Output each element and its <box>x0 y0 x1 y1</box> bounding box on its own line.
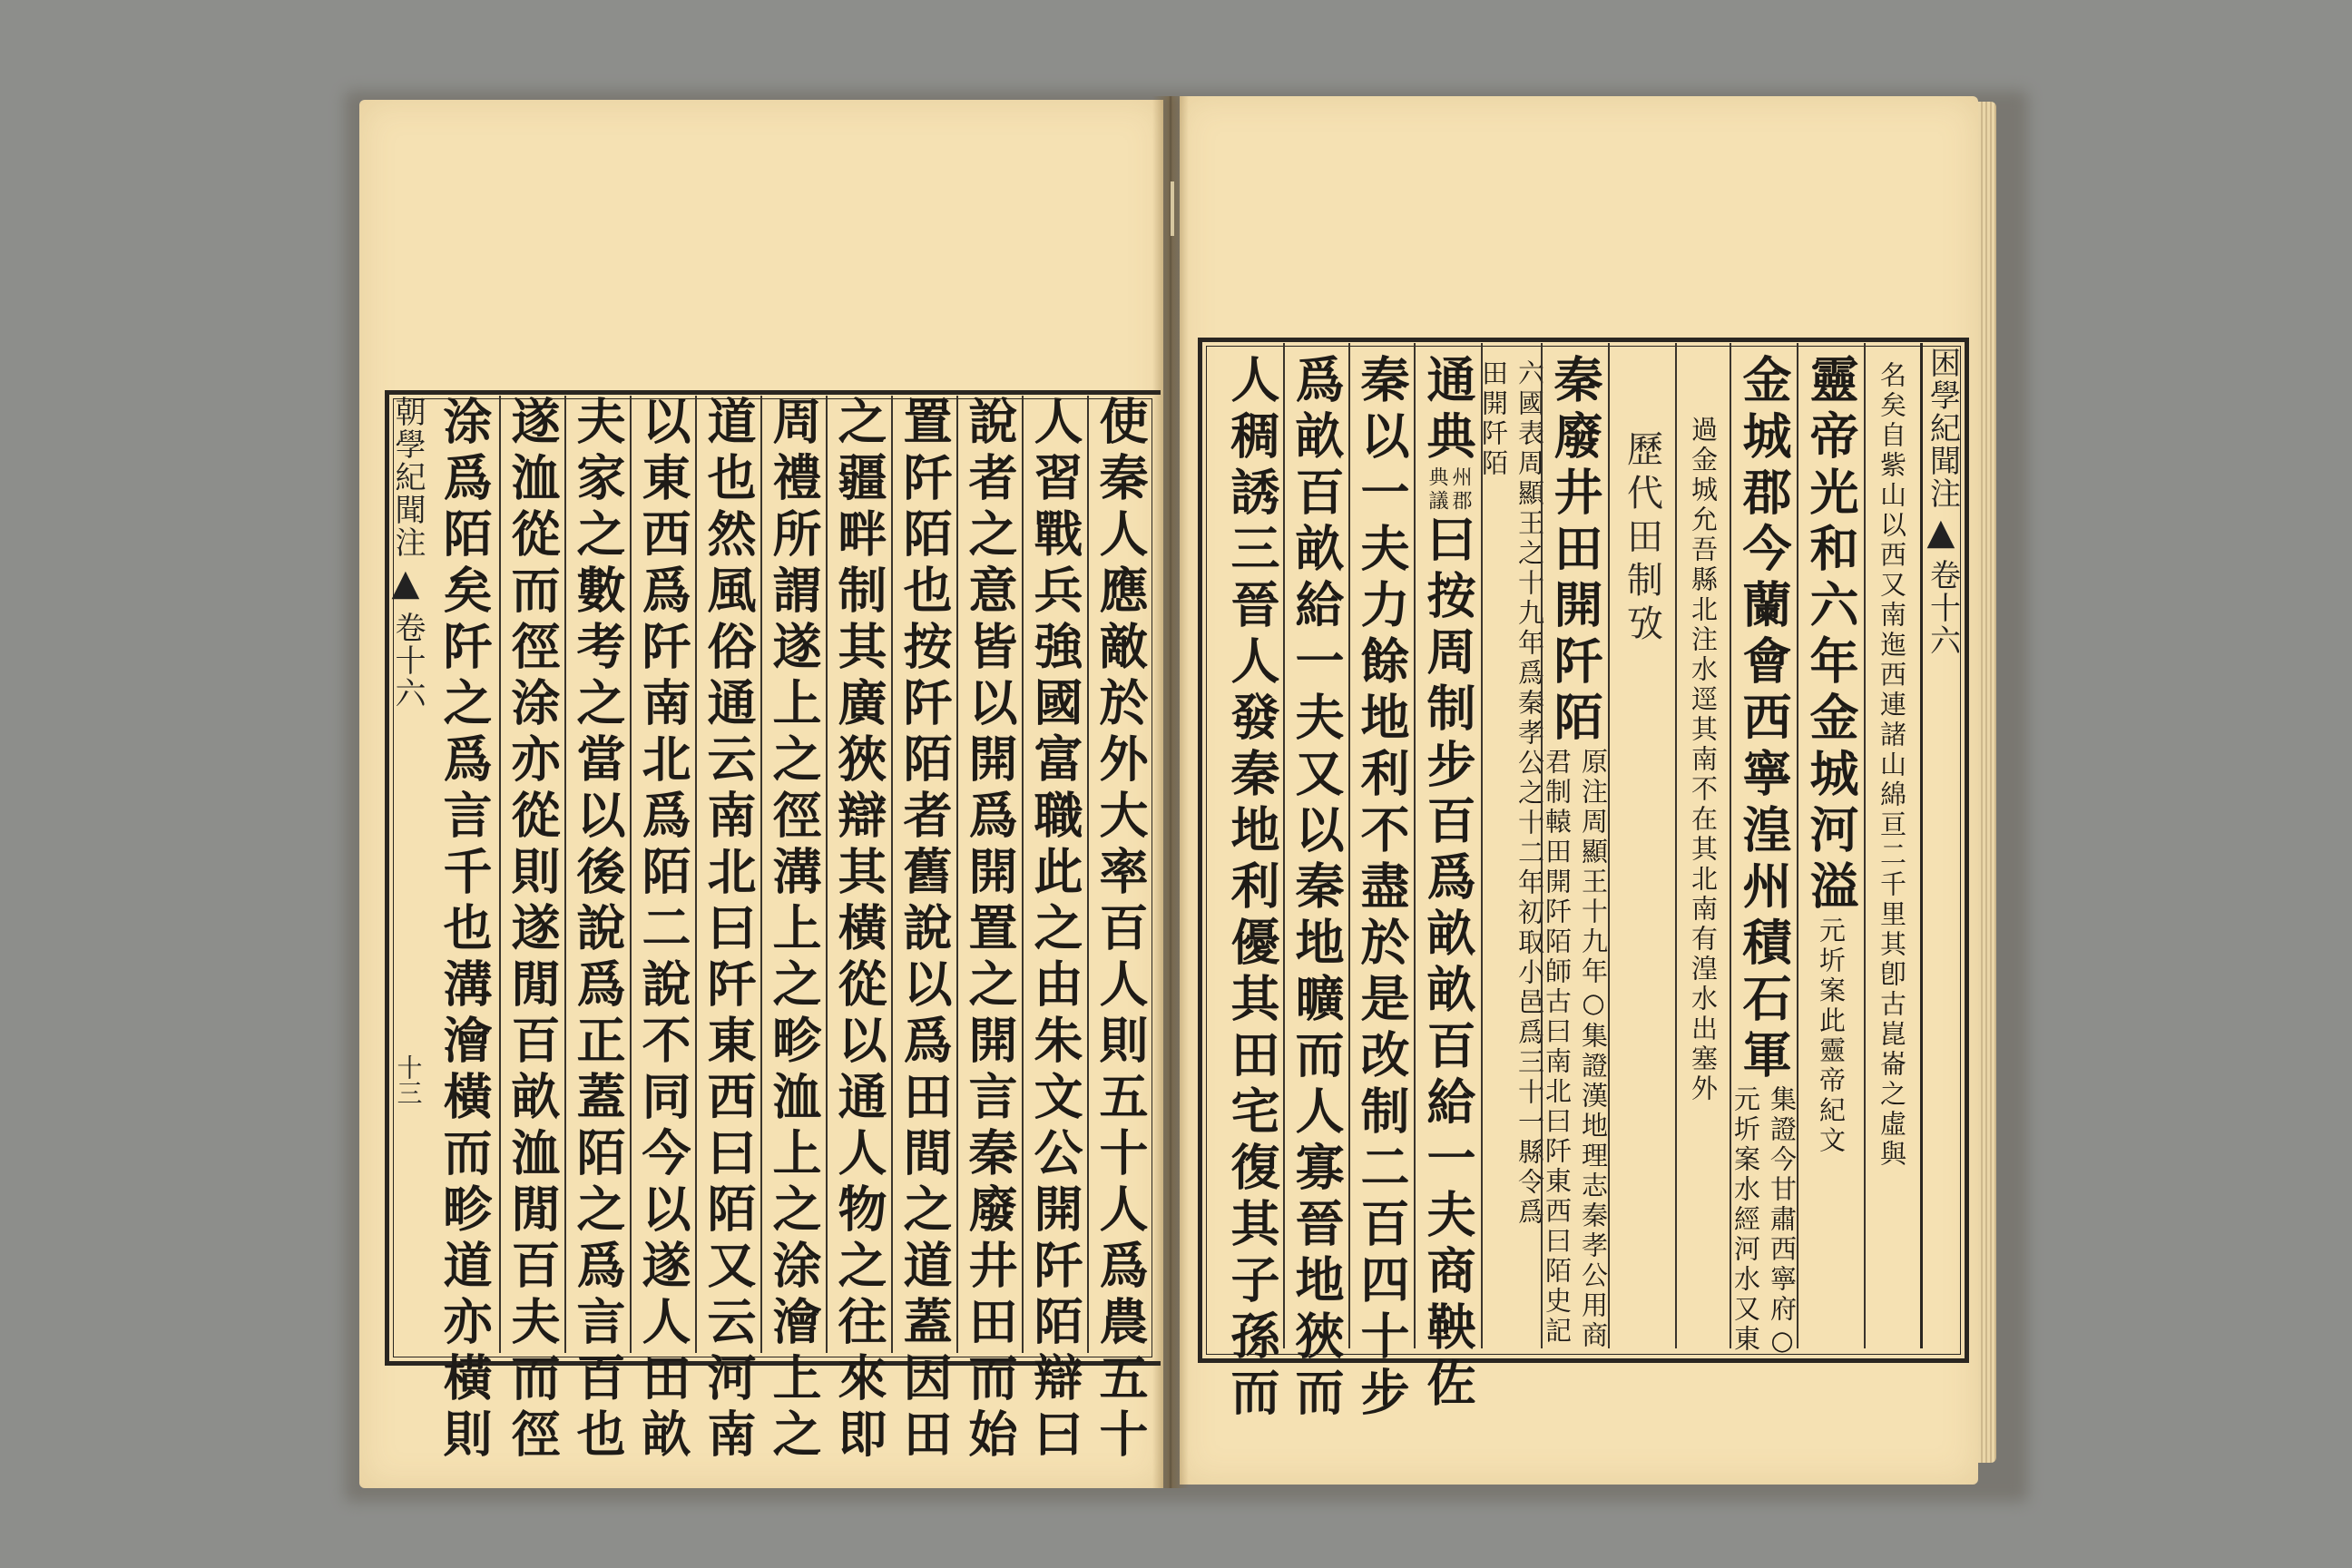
left-column: 使秦人應敵於外大率百人則五十人爲農五十 <box>1087 396 1152 1353</box>
right-column: 秦以一夫力餘地利不盡於是改制二百四十步 <box>1348 343 1414 1348</box>
right-column: 人稠誘三晉人發秦地利優其田宅復其子孫而 <box>1223 354 1281 1423</box>
left-margin-title: 朝學紀聞注 <box>389 396 426 559</box>
left-column: 道也然風俗通云南北曰阡東西曰陌又云河南 <box>695 396 760 1353</box>
left-margin-column <box>385 390 429 1357</box>
right-margin-title: 困學紀聞注 <box>1924 347 1961 510</box>
right-margin-volume: 卷十六 <box>1924 559 1961 657</box>
fishtail-mark-icon: ◀ <box>1921 520 1964 549</box>
left-column: 周禮所謂遂上之徑溝上之畛洫上之涂澮上之 <box>760 396 826 1353</box>
left-margin-volume: 卷十六 <box>389 612 426 710</box>
left-column: 置阡陌也按阡陌者舊說以爲田間之道蓋因田 <box>891 396 956 1353</box>
binding-stitch <box>1171 181 1174 236</box>
right-column: 爲畝百畝給一夫又以秦地曠而人寡晉地狹而 <box>1283 343 1348 1348</box>
fishtail-mark-icon: ◀ <box>387 571 429 600</box>
right-column: 過金城允吾縣北注水逕其南不在其北南有湟水出塞外 <box>1675 343 1730 1348</box>
left-text-columns <box>430 396 1152 1465</box>
left-column: 之疆畔制其廣狹辯其橫從以通人物之往來即 <box>826 396 891 1353</box>
left-column: 涂爲陌矣阡之爲言千也溝澮橫而畛道亦橫則 <box>436 396 494 1465</box>
left-column: 遂洫從而徑涂亦從則遂閒百畝洫閒百夫而徑 <box>499 396 564 1353</box>
right-column: 靈帝光和六年金城河溢 元圻案此靈帝紀文 <box>1797 343 1864 1348</box>
right-column: 六國表周顯王之十九年爲秦孝公之十二年初取小邑爲三十一縣令爲 田開阡陌 <box>1481 343 1541 1348</box>
right-margin-column <box>1920 343 1963 1348</box>
right-column: 名矣自紫山以西又南迤西連諸山綿亘二千里其卽古崑崙之虛與 <box>1864 343 1918 1348</box>
left-column: 夫家之數考之當以後說爲正蓋陌之爲言百也 <box>564 396 630 1353</box>
right-column: 秦廢井田開阡陌 原注周顯王十九年○集證漢地理志秦孝公用商 君制轅田開阡陌師古曰南北曰阡東西曰陌史記 <box>1541 343 1608 1348</box>
section-heading: 歷代田制攷 <box>1621 430 1663 648</box>
right-text-columns <box>1203 343 1918 1423</box>
right-column: 金城郡今蘭會西寧湟州積石軍 集證今甘肅西寧府○ 元圻案水經河水又東 <box>1730 343 1797 1348</box>
left-leaf-number: 十三 <box>393 1054 424 1105</box>
left-column: 說者之意皆以開爲開置之開言秦廢井田而始 <box>956 396 1022 1353</box>
right-column: 通典 州郡 典議 曰按周制步百爲畝畝百給一夫商鞅佐 <box>1414 343 1481 1348</box>
left-column: 以東西爲阡南北爲陌二說不同今以遂人田畝 <box>630 396 695 1353</box>
left-column: 人習戰兵強國富職此之由朱文公開阡陌辯曰 <box>1022 396 1087 1353</box>
right-column <box>1608 343 1675 1348</box>
